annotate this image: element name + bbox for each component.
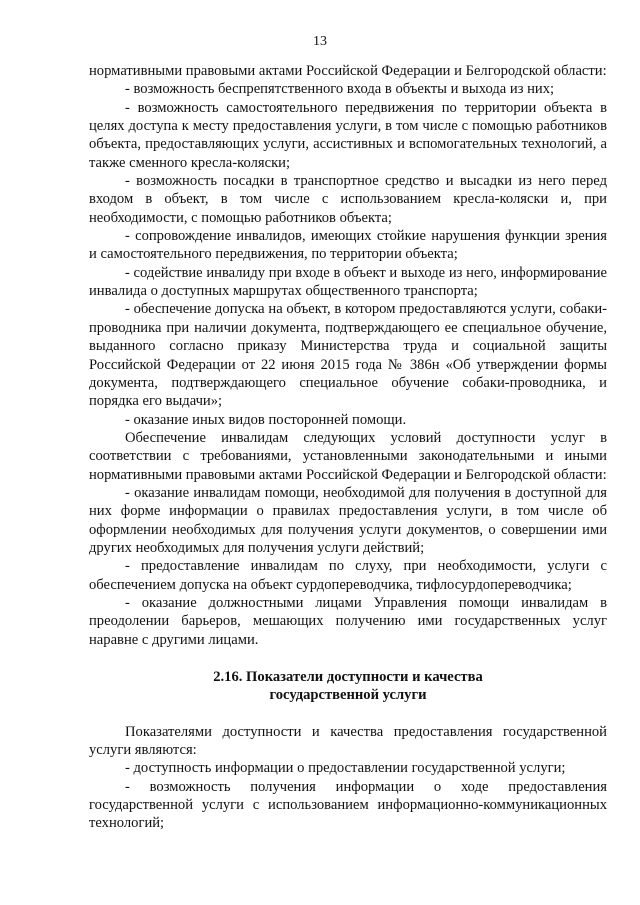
page-number: 13 xyxy=(313,34,327,49)
paragraph: - оказание иных видов посторонней помощи. xyxy=(125,411,407,428)
paragraph: - возможность самостоятельного передвижения по территории объекта в целях доступа к месту предоставления услуги, в том числе с помощью работников объекта, предоставляющих услуги, ассистивных и вспомогательных технологий, а также сменного кресла-коляски; xyxy=(89,99,607,171)
paragraph: - обеспечение допуска на объект, в котором предоставляются услуги, собаки-проводника при наличии документа, подтверждающего ее специальное обучение, выданного согласно приказу Министерства труда и социальной защиты Российской Федерации от 22 июня 2015 года № 386н «Об утверждении формы документа, подтверждающего специальное обучение собаки-проводника, и порядка его выдачи»; xyxy=(89,301,607,410)
paragraph: Показателями доступности и качества предоставления государственной услуги являются: xyxy=(89,723,607,759)
paragraph: - оказание должностными лицами Управления помощи инвалидам в преодолении барьеров, мешающих получению ими государственных услуг наравне с другими лицами. xyxy=(89,594,607,648)
section-heading xyxy=(89,668,607,705)
section-heading-line-1: 2.16. Показатели доступности и качества xyxy=(213,669,483,685)
document-body xyxy=(89,62,607,833)
paragraph: - сопровождение инвалидов, имеющих стойкие нарушения функции зрения и самостоятельного передвижения, по территории объекта; xyxy=(89,228,607,263)
paragraph: - возможность получения информации о ходе предоставления государственной услуги с использованием информационно-коммуникационных технологий; xyxy=(89,778,607,832)
paragraph: - возможность беспрепятственного входа в объекты и выхода из них; xyxy=(125,81,555,98)
section-heading-line-2: государственной услуги xyxy=(269,687,427,704)
paragraph: - предоставление инвалидам по слуху, при необходимости, услуги с обеспечением допуска на объект сурдопереводчика, тифлосурдопереводчика; xyxy=(89,558,607,593)
paragraph: - возможность посадки в транспортное средство и высадки из него перед входом в объект, в том числе с использованием кресла-коляски и, при необходимости, с помощью работников объекта; xyxy=(89,173,607,226)
text-block-quality-indicators xyxy=(89,723,607,833)
paragraph: - содействие инвалиду при входе в объект и выходе из него, информирование инвалида о доступных маршрутах общественного транспорта; xyxy=(89,264,607,300)
paragraph: - оказание инвалидам помощи, необходимой для получения в доступной для них форме информации о правилах предоставления услуги, в том числе об оформлении необходимых для получения услуги документов, о совершении ими других необходимых для получения услуги действий; xyxy=(89,484,607,556)
text-block-accessibility-conditions xyxy=(89,62,607,649)
paragraph: - доступность информации о предоставлении государственной услуги; xyxy=(125,760,566,777)
paragraph: нормативными правовыми актами Российской Федерации и Белгородской области: xyxy=(89,63,607,79)
paragraph: Обеспечение инвалидам следующих условий доступности услуг в соответствии с требованиями, установленными законодательными и иными нормативными правовыми актами Российской Федерации и Белгородской области: xyxy=(89,429,607,483)
